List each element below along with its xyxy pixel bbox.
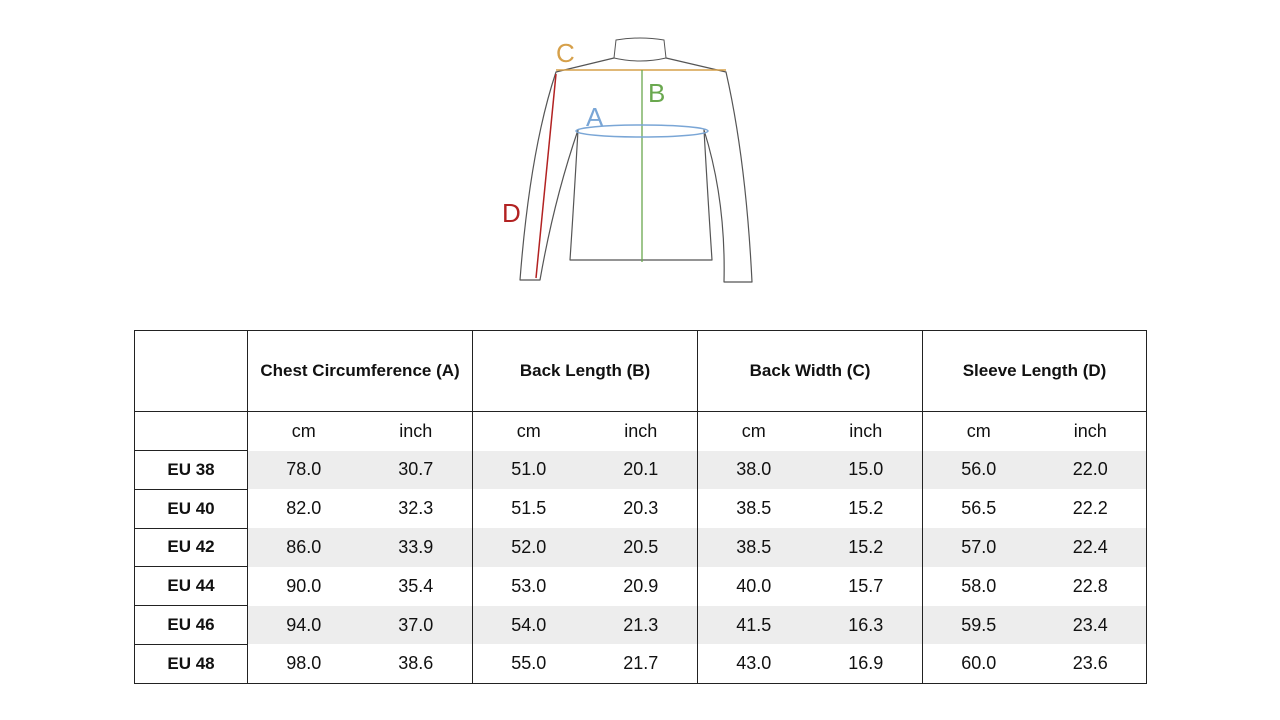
header-back-length: Back Length (B) xyxy=(473,331,698,412)
header-row xyxy=(135,331,1147,412)
measurement-cell: 56.0 xyxy=(923,451,1035,490)
measurement-cell: 32.3 xyxy=(360,489,473,528)
units-row xyxy=(135,412,1147,451)
label-b: B xyxy=(648,78,666,108)
measurement-cell: 16.9 xyxy=(810,644,923,683)
corner-cell xyxy=(135,331,248,412)
measurement-cell: 21.7 xyxy=(585,644,698,683)
size-chart-table xyxy=(134,330,1147,684)
measurement-cell: 33.9 xyxy=(360,528,473,567)
measurement-cell: 98.0 xyxy=(248,644,360,683)
measurement-cell: 20.3 xyxy=(585,489,698,528)
measurement-cell: 57.0 xyxy=(923,528,1035,567)
unit-inch: inch xyxy=(360,412,473,451)
unit-inch: inch xyxy=(810,412,923,451)
measurement-cell: 55.0 xyxy=(473,644,585,683)
header-sleeve-length: Sleeve Length (D) xyxy=(923,331,1147,412)
table-row xyxy=(135,528,1147,567)
measurement-cell: 20.5 xyxy=(585,528,698,567)
size-label: EU 42 xyxy=(135,528,248,567)
header-chest: Chest Circumference (A) xyxy=(248,331,473,412)
unit-cm: cm xyxy=(966,420,991,441)
unit-cm: cm xyxy=(291,420,316,441)
measurement-cell: 38.6 xyxy=(360,644,473,683)
table-row xyxy=(135,567,1147,606)
jacket-diagram xyxy=(490,30,790,290)
measurement-cell: 22.8 xyxy=(1035,567,1147,606)
measurement-cell: 30.7 xyxy=(360,451,473,490)
unit-cm: cm xyxy=(516,420,541,441)
measurement-cell: 15.7 xyxy=(810,567,923,606)
label-d: D xyxy=(502,198,521,228)
units-blank-cell xyxy=(135,412,248,451)
measurement-cell: 38.5 xyxy=(698,528,810,567)
unit-cm: cm xyxy=(741,420,766,441)
measurement-cell: 90.0 xyxy=(286,575,322,596)
table-row xyxy=(135,606,1147,645)
measurement-cell: 53.0 xyxy=(511,575,547,596)
measurement-cell: 54.0 xyxy=(473,606,585,645)
size-label: EU 46 xyxy=(135,606,248,645)
measurement-cell: 41.5 xyxy=(698,606,810,645)
measurement-cell: 37.0 xyxy=(360,606,473,645)
measurement-cell: 23.6 xyxy=(1035,644,1147,683)
measurement-cell: 43.0 xyxy=(698,644,810,683)
unit-inch: inch xyxy=(585,412,698,451)
measurement-cell: 16.3 xyxy=(810,606,923,645)
unit-inch: inch xyxy=(1035,412,1147,451)
measurement-cell: 82.0 xyxy=(286,498,322,519)
measurement-cell: 59.5 xyxy=(923,606,1035,645)
jacket-collar xyxy=(614,38,666,61)
measurement-cell: 15.2 xyxy=(810,528,923,567)
measurement-cell: 23.4 xyxy=(1035,606,1147,645)
measurement-cell: 15.2 xyxy=(810,489,923,528)
table-row xyxy=(135,451,1147,490)
measurement-cell: 15.0 xyxy=(810,451,923,490)
measurement-cell: 56.5 xyxy=(961,498,997,519)
label-c: C xyxy=(556,38,575,68)
measurement-cell: 38.5 xyxy=(736,498,772,519)
measurement-cell: 21.3 xyxy=(585,606,698,645)
measurement-cell: 35.4 xyxy=(360,567,473,606)
table-row xyxy=(135,644,1147,683)
size-label: EU 38 xyxy=(135,451,248,490)
table-row xyxy=(135,489,1147,528)
measurement-cell: 52.0 xyxy=(473,528,585,567)
measurement-cell: 20.1 xyxy=(585,451,698,490)
measurement-cell: 51.0 xyxy=(473,451,585,490)
measurement-cell: 20.9 xyxy=(585,567,698,606)
measurement-cell: 58.0 xyxy=(961,575,997,596)
measurement-cell: 22.0 xyxy=(1035,451,1147,490)
header-back-width: Back Width (C) xyxy=(698,331,923,412)
measurement-cell: 22.2 xyxy=(1035,489,1147,528)
measurement-cell: 40.0 xyxy=(736,575,772,596)
measurement-cell: 51.5 xyxy=(511,498,547,519)
size-label: EU 40 xyxy=(135,489,248,528)
size-label: EU 48 xyxy=(135,644,248,683)
measurement-cell: 86.0 xyxy=(248,528,360,567)
label-a: A xyxy=(586,102,604,132)
measurement-cell: 60.0 xyxy=(923,644,1035,683)
size-label: EU 44 xyxy=(135,567,248,606)
measurement-cell: 38.0 xyxy=(698,451,810,490)
measurement-cell: 78.0 xyxy=(248,451,360,490)
measurement-cell: 22.4 xyxy=(1035,528,1147,567)
measurement-cell: 94.0 xyxy=(248,606,360,645)
